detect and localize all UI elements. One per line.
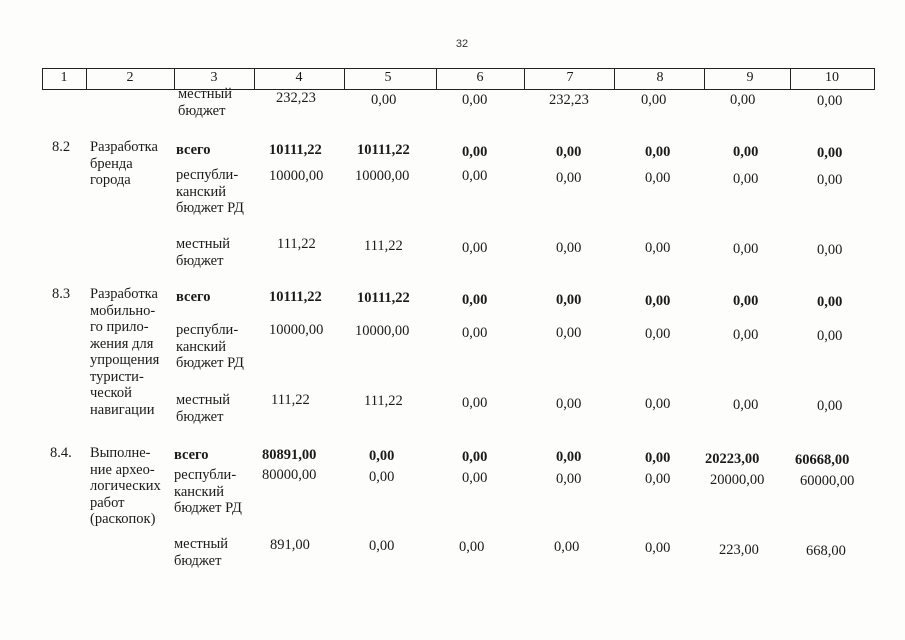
item-name: Выполне- ние архео- логических работ (раскопок) [90, 445, 161, 527]
value-cell: 223,00 [719, 542, 759, 558]
value-cell: 0,00 [462, 292, 488, 308]
value-cell: 111,22 [364, 238, 403, 254]
value-cell: 0,00 [817, 398, 843, 414]
header-divider [86, 68, 87, 90]
value-cell: 80891,00 [262, 447, 317, 463]
value-cell: 80000,00 [262, 467, 317, 483]
value-cell: 0,00 [817, 328, 843, 344]
header-divider [614, 68, 615, 90]
value-cell: 10111,22 [269, 289, 322, 305]
funding-source: местный бюджет [174, 536, 229, 569]
value-cell: 60668,00 [795, 452, 850, 468]
header-col-3: 3 [210, 70, 218, 85]
value-cell: 0,00 [733, 144, 759, 160]
funding-source: местный бюджет [178, 86, 233, 119]
value-cell: 10111,22 [357, 290, 410, 306]
header-divider [254, 68, 255, 90]
funding-source: республи- канский бюджет РД [176, 167, 244, 216]
value-cell: 0,00 [462, 240, 488, 256]
value-cell: 20000,00 [710, 472, 765, 488]
funding-source: всего [176, 289, 211, 305]
value-cell: 232,23 [276, 90, 316, 106]
value-cell: 111,22 [271, 392, 310, 408]
item-name: Разработка мобильно- го прило- жения для упрощения туристи- ческой навигации [90, 286, 160, 418]
value-cell: 0,00 [556, 170, 582, 186]
value-cell: 0,00 [369, 448, 395, 464]
item-name: Разработка бренда города [90, 139, 158, 188]
header-col-6: 6 [476, 70, 484, 85]
header-divider [790, 68, 791, 90]
value-cell: 0,00 [817, 145, 843, 161]
value-cell: 10000,00 [269, 168, 324, 184]
value-cell: 0,00 [459, 539, 485, 555]
value-cell: 0,00 [645, 170, 671, 186]
value-cell: 0,00 [645, 540, 671, 556]
value-cell: 0,00 [733, 293, 759, 309]
value-cell: 0,00 [733, 241, 759, 257]
value-cell: 0,00 [556, 144, 582, 160]
item-number: 8.4. [50, 445, 72, 461]
value-cell: 0,00 [369, 538, 395, 554]
header-divider [704, 68, 705, 90]
value-cell: 60000,00 [800, 473, 855, 489]
value-cell: 10000,00 [355, 323, 410, 339]
funding-source: местный бюджет [176, 392, 231, 425]
value-cell: 20223,00 [705, 451, 760, 467]
value-cell: 232,23 [549, 92, 589, 108]
header-col-1: 1 [60, 70, 68, 85]
value-cell: 10111,22 [357, 142, 410, 158]
value-cell: 0,00 [371, 92, 397, 108]
header-col-10: 10 [825, 70, 839, 85]
value-cell: 0,00 [817, 294, 843, 310]
value-cell: 10111,22 [269, 142, 322, 158]
header-col-2: 2 [126, 70, 134, 85]
value-cell: 0,00 [645, 240, 671, 256]
header-col-4: 4 [295, 70, 303, 85]
value-cell: 0,00 [645, 144, 671, 160]
header-top-rule [42, 68, 875, 69]
funding-source: всего [176, 142, 211, 158]
value-cell: 0,00 [369, 469, 395, 485]
header-divider [344, 68, 345, 90]
value-cell: 0,00 [730, 92, 756, 108]
value-cell: 0,00 [817, 93, 843, 109]
value-cell: 0,00 [462, 470, 488, 486]
value-cell: 0,00 [462, 168, 488, 184]
header-bottom-rule [42, 89, 875, 90]
value-cell: 0,00 [645, 471, 671, 487]
header-divider [436, 68, 437, 90]
value-cell: 0,00 [645, 396, 671, 412]
value-cell: 0,00 [645, 450, 671, 466]
header-col-9: 9 [746, 70, 754, 85]
value-cell: 0,00 [645, 326, 671, 342]
value-cell: 0,00 [733, 327, 759, 343]
value-cell: 891,00 [270, 537, 310, 553]
value-cell: 0,00 [462, 325, 488, 341]
item-number: 8.2 [52, 139, 71, 155]
value-cell: 0,00 [645, 293, 671, 309]
value-cell: 668,00 [806, 543, 846, 559]
value-cell: 0,00 [733, 397, 759, 413]
funding-source: республи- канский бюджет РД [176, 322, 244, 371]
value-cell: 10000,00 [269, 322, 324, 338]
value-cell: 0,00 [641, 92, 667, 108]
value-cell: 0,00 [462, 449, 488, 465]
value-cell: 0,00 [556, 449, 582, 465]
funding-source: местный бюджет [176, 236, 231, 269]
value-cell: 0,00 [733, 171, 759, 187]
value-cell: 0,00 [462, 92, 488, 108]
header-divider [42, 68, 43, 90]
value-cell: 0,00 [817, 242, 843, 258]
header-divider [174, 68, 175, 90]
funding-source: республи- канский бюджет РД [174, 467, 242, 516]
funding-source: всего [174, 447, 209, 463]
value-cell: 0,00 [556, 240, 582, 256]
value-cell: 10000,00 [355, 168, 410, 184]
value-cell: 0,00 [556, 396, 582, 412]
value-cell: 0,00 [556, 292, 582, 308]
header-divider [874, 68, 875, 90]
value-cell: 0,00 [554, 539, 580, 555]
header-col-7: 7 [566, 70, 574, 85]
value-cell: 0,00 [462, 395, 488, 411]
item-number: 8.3 [52, 286, 71, 302]
value-cell: 0,00 [556, 325, 582, 341]
value-cell: 0,00 [817, 172, 843, 188]
value-cell: 111,22 [277, 236, 316, 252]
header-divider [524, 68, 525, 90]
value-cell: 111,22 [364, 393, 403, 409]
value-cell: 0,00 [556, 471, 582, 487]
page-number: 32 [455, 38, 469, 50]
value-cell: 0,00 [462, 144, 488, 160]
header-col-5: 5 [384, 70, 392, 85]
header-col-8: 8 [656, 70, 664, 85]
